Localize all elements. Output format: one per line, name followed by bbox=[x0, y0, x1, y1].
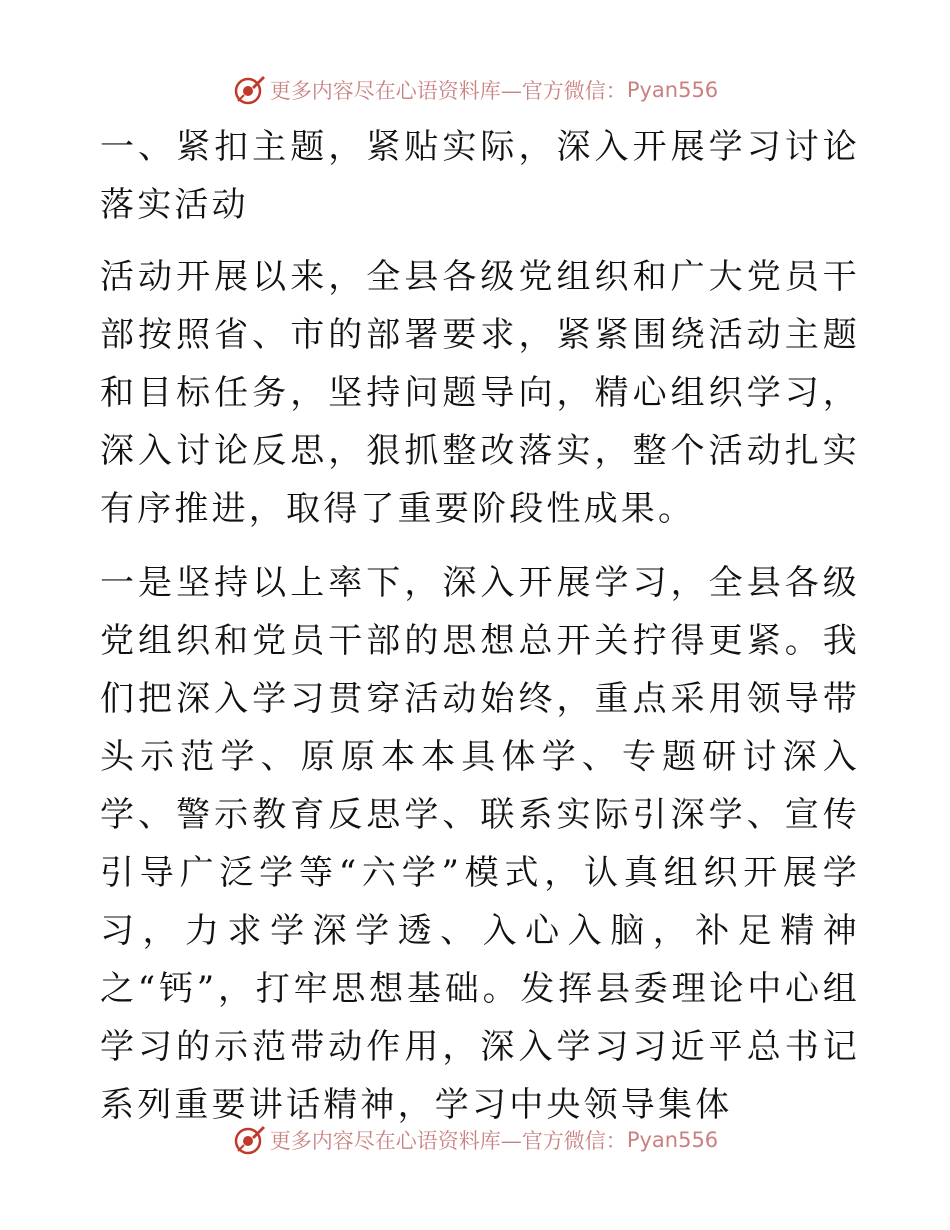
watermark-separator: —官方微信： bbox=[500, 1129, 627, 1153]
paragraph-intro: 活动开展以来，全县各级党组织和广大党员干部按照省、市的部署要求，紧紧围绕活动主题和目标任务，坚持问题导向，精心组织学习，深入讨论反思，狠抓整改落实，整个活动扎实有序推进，取得了重要阶段性成果。 bbox=[100, 257, 860, 529]
pen-logo-icon bbox=[232, 73, 266, 107]
watermark-account: Pyan556 bbox=[626, 1128, 719, 1152]
paragraph-point-one: 一是坚持以上率下，深入开展学习，全县各级党组织和党员干部的思想总开关拧得更紧。我们把深入学习贯穿活动始终，重点采用领导带头示范学、原原本本具体学、专题研讨深入学、警示教育反思学、联系实际引深学、宣传引导广泛学等“六学”模式，认真组织开展学习，力求学深学透、入心入脑，补足精神之“钙”，打牢思想基础。发挥县委理论中心组学习的示范带动作用，深入学习习近平总书记系列重要讲话精神，学习中央领导集体 bbox=[100, 563, 860, 1125]
watermark-account: Pyan556 bbox=[626, 78, 719, 102]
watermark-brand-text: 更多内容尽在心语资料库 bbox=[269, 79, 501, 103]
watermark-separator: —官方微信： bbox=[500, 79, 627, 103]
watermark-footer bbox=[0, 1120, 950, 1160]
section-heading: 一、紧扣主题，紧贴实际，深入开展学习讨论落实活动 bbox=[100, 127, 860, 225]
pen-logo-icon bbox=[232, 1123, 266, 1157]
document-body bbox=[100, 118, 860, 1134]
watermark-brand-text: 更多内容尽在心语资料库 bbox=[269, 1129, 501, 1153]
watermark-header bbox=[0, 70, 950, 110]
